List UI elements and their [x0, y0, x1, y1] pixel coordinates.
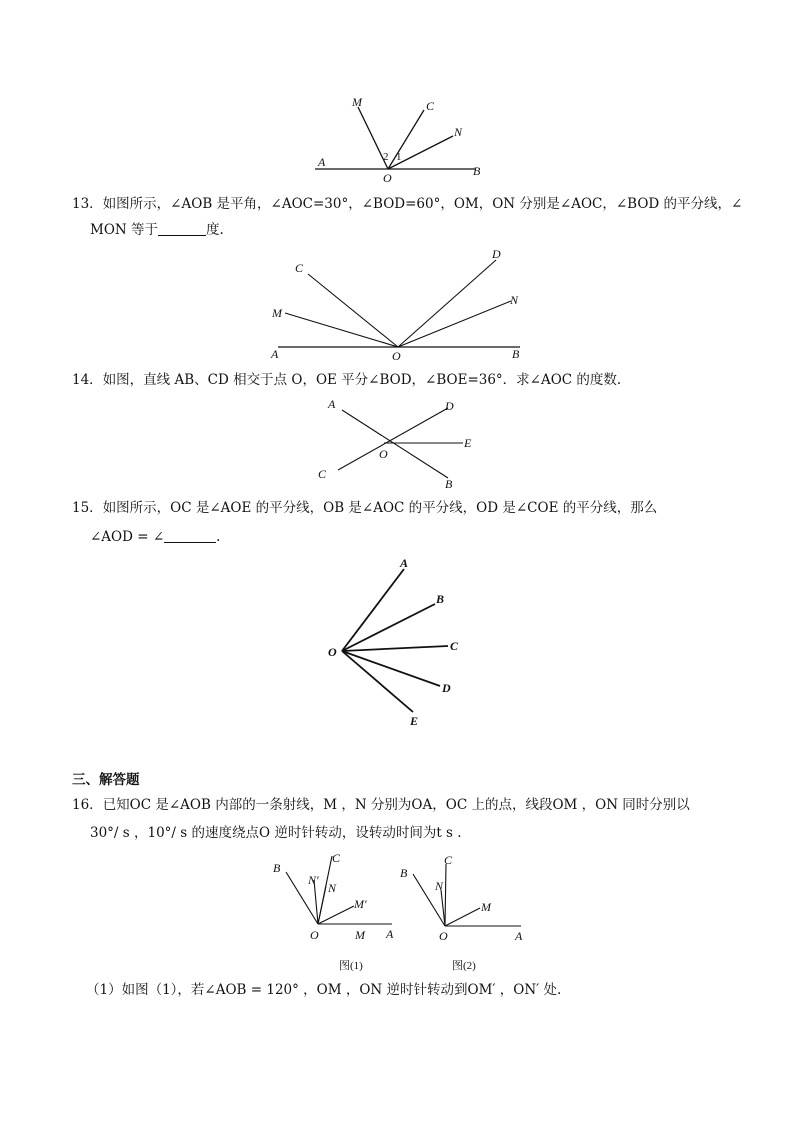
label-m-prime: M′: [354, 897, 367, 911]
question-13-text-3: 度.: [206, 222, 224, 238]
answer-blank-13[interactable]: [158, 221, 206, 236]
label-c: C: [426, 99, 435, 113]
caption-figure-1: 图(1): [339, 960, 363, 972]
label-c: C: [332, 851, 341, 865]
label-a: A: [328, 397, 336, 411]
label-d: D: [445, 399, 454, 413]
question-16-part-1-text: （1）如图（1），若∠AOB = 120° ，OM ，ON 逆时针转动到OM′ ，ON′ 处.: [86, 982, 562, 998]
ray-od: [342, 651, 440, 686]
label-o: O: [310, 928, 319, 942]
question-15-line-2: [90, 527, 220, 547]
label-o: O: [379, 447, 388, 461]
question-16-text: 已知OC 是∠AOB 内部的一条射线，M ，N 分别为OA，OC 上的点，线段OM ，ON 同时分别以: [102, 797, 690, 813]
ray-oc: [308, 274, 398, 347]
label-b: B: [445, 477, 453, 491]
label-e: E: [464, 436, 472, 450]
label-o: O: [439, 929, 448, 943]
question-15-text: 如图所示，OC 是∠AOE 的平分线，OB 是∠AOC 的平分线，OD 是∠COE 的平分线，那么: [102, 500, 658, 516]
question-15-line-1: [72, 498, 657, 518]
label-n: N: [454, 125, 463, 139]
question-14-text: 如图，直线 AB、CD 相交于点 O，OE 平分∠BOD，∠BOE=36°．求∠AOC 的度数.: [102, 372, 622, 388]
label-o: O: [328, 645, 337, 659]
question-13-text-2: MON 等于: [90, 222, 158, 238]
label-a: A: [386, 927, 394, 941]
ray-oa: [342, 569, 404, 651]
answer-blank-15[interactable]: [164, 528, 216, 543]
ray-oc: [445, 864, 446, 926]
figure-question-14: [310, 392, 485, 492]
section-heading-answers: 三、解答题: [72, 772, 140, 788]
label-e: E: [410, 714, 419, 728]
label-m: M: [272, 306, 282, 320]
label-b: B: [273, 861, 281, 875]
label-n: N: [435, 879, 444, 893]
caption-figure-2: 图(2): [452, 960, 476, 972]
figure-question-15: [322, 555, 472, 730]
label-m: M: [352, 95, 362, 109]
label-b: B: [512, 347, 520, 361]
question-15-text-3: .: [216, 529, 221, 545]
question-15-number: 15．: [72, 500, 103, 516]
ray-om: [445, 908, 480, 926]
ray-om-prime: [318, 906, 354, 924]
ray-ob: [342, 604, 435, 651]
label-o: O: [383, 171, 392, 184]
figure-angles-1-2: [310, 92, 500, 184]
question-13-number: 13．: [72, 196, 103, 212]
label-c: C: [450, 639, 459, 653]
question-16-number: 16．: [72, 797, 103, 813]
label-n: N: [510, 293, 519, 307]
ray-oc: [342, 646, 448, 651]
line-cd: [338, 408, 448, 470]
label-c: C: [318, 467, 327, 481]
label-c: C: [295, 261, 304, 275]
label-m: M: [481, 900, 491, 914]
ray-om: [285, 313, 398, 347]
line-ab: [342, 410, 448, 478]
ray-on: [398, 301, 511, 347]
label-n: N: [328, 881, 337, 895]
question-16-part-1: [86, 980, 561, 1000]
question-14: [72, 370, 621, 390]
label-c: C: [444, 853, 453, 867]
question-16-line-1: [72, 795, 690, 815]
label-a: A: [400, 556, 409, 570]
label-angle-1: 1: [396, 151, 402, 163]
label-a: A: [318, 155, 326, 169]
label-d: D: [492, 247, 501, 261]
figure-16-2: [395, 848, 530, 973]
label-b: B: [436, 592, 445, 606]
label-b: B: [400, 866, 408, 880]
label-angle-2: 2: [383, 151, 389, 163]
question-16-line-2: [90, 823, 462, 843]
question-16-text-2: 30°/ s ，10°/ s 的速度绕点O 逆时针转动，设转动时间为t s .: [90, 825, 462, 841]
ray-on: [318, 886, 326, 924]
figure-16-1: [268, 848, 403, 973]
label-m: M: [355, 928, 365, 942]
label-o: O: [392, 349, 401, 363]
ray-od: [398, 260, 496, 347]
label-n-prime: N′: [308, 873, 319, 887]
label-d: D: [442, 681, 451, 695]
label-b: B: [473, 164, 481, 178]
question-13-text: 如图所示，∠AOB 是平角，∠AOC=30°，∠BOD=60°，OM，ON 分别是∠AOC，∠BOD 的平分线，∠: [102, 196, 743, 212]
label-a: A: [515, 929, 523, 943]
question-13-line-2: [90, 220, 224, 240]
question-15-text-2: ∠AOD = ∠: [90, 529, 165, 545]
question-13-line-1: [72, 194, 742, 214]
ray-oe: [342, 651, 413, 712]
question-14-number: 14．: [72, 372, 103, 388]
figure-question-13: [265, 246, 535, 366]
label-a: A: [271, 347, 279, 361]
